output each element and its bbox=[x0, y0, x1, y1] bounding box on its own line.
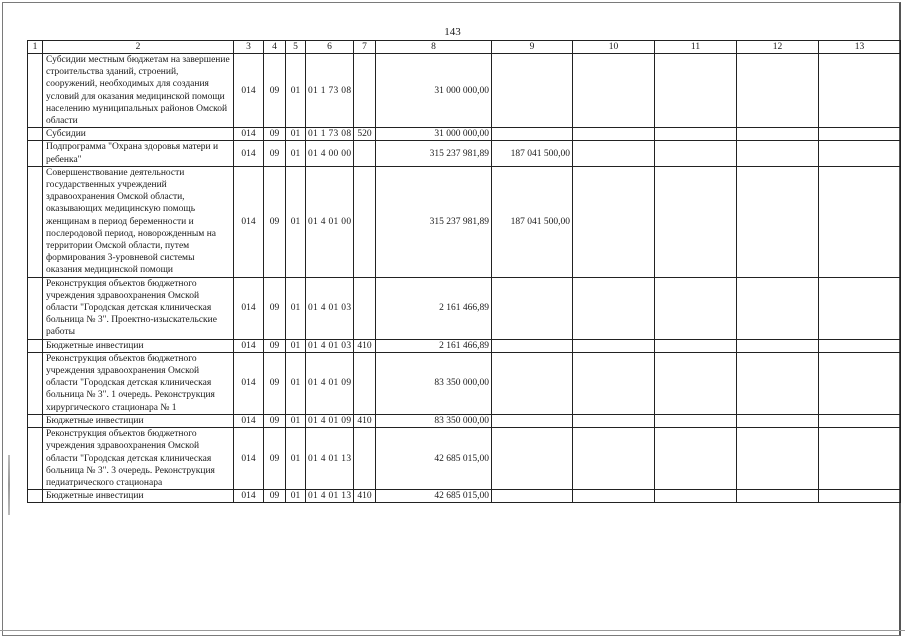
row-target-code: 01 4 01 03 bbox=[306, 277, 354, 339]
row-col-13 bbox=[819, 490, 901, 503]
table-row bbox=[28, 128, 901, 141]
column-number: 8 bbox=[376, 41, 492, 54]
row-target-code: 01 1 73 08 bbox=[306, 128, 354, 141]
row-section-code: 09 bbox=[264, 54, 286, 128]
row-target-code: 01 4 01 00 bbox=[306, 166, 354, 277]
row-col-10 bbox=[573, 490, 655, 503]
row-col-13 bbox=[819, 339, 901, 352]
row-col-11 bbox=[655, 352, 737, 414]
row-name: Совершенствование деятельности государственных учреждений здравоохранения Омской области, оказывающих медицинскую помощь женщинам в период беременности и послеродовой период, новорожденным на территории Омской области, путем формирования 3-уровневой системы оказания медицинской помощи bbox=[43, 166, 234, 277]
row-ministry-code: 014 bbox=[234, 277, 264, 339]
row-target-code: 01 4 00 00 bbox=[306, 141, 354, 166]
row-ministry-code: 014 bbox=[234, 141, 264, 166]
column-number: 5 bbox=[286, 41, 306, 54]
table-row bbox=[28, 166, 901, 277]
row-num-cell bbox=[28, 428, 43, 490]
row-expense-type-code bbox=[354, 277, 376, 339]
scan-bottom-edge bbox=[0, 630, 905, 631]
row-amount-2015: 2 161 466,89 bbox=[376, 277, 492, 339]
column-number: 2 bbox=[43, 41, 234, 54]
row-col-11 bbox=[655, 54, 737, 128]
row-section-code: 09 bbox=[264, 352, 286, 414]
row-target-code: 01 4 01 09 bbox=[306, 414, 354, 427]
row-subsection-code: 01 bbox=[286, 352, 306, 414]
row-num-cell bbox=[28, 414, 43, 427]
row-amount-2015: 83 350 000,00 bbox=[376, 352, 492, 414]
row-num-cell bbox=[28, 277, 43, 339]
row-col-10 bbox=[573, 428, 655, 490]
column-number: 9 bbox=[492, 41, 573, 54]
row-num-cell bbox=[28, 339, 43, 352]
row-col-10 bbox=[573, 352, 655, 414]
row-col-12 bbox=[737, 277, 819, 339]
row-amount-federal bbox=[492, 414, 573, 427]
table-row bbox=[28, 490, 901, 503]
row-subsection-code: 01 bbox=[286, 277, 306, 339]
column-number: 13 bbox=[819, 41, 901, 54]
column-number: 10 bbox=[573, 41, 655, 54]
column-number: 3 bbox=[234, 41, 264, 54]
row-num-cell bbox=[28, 490, 43, 503]
page-number: 143 bbox=[444, 26, 461, 38]
row-target-code: 01 4 01 03 bbox=[306, 339, 354, 352]
row-expense-type-code: 410 bbox=[354, 414, 376, 427]
row-col-12 bbox=[737, 352, 819, 414]
row-col-12 bbox=[737, 141, 819, 166]
row-expense-type-code: 410 bbox=[354, 339, 376, 352]
row-col-12 bbox=[737, 414, 819, 427]
table-row bbox=[28, 141, 901, 166]
row-target-code: 01 4 01 09 bbox=[306, 352, 354, 414]
row-col-11 bbox=[655, 166, 737, 277]
row-amount-federal: 187 041 500,00 bbox=[492, 141, 573, 166]
row-target-code: 01 4 01 13 bbox=[306, 428, 354, 490]
row-col-10 bbox=[573, 166, 655, 277]
row-expense-type-code: 520 bbox=[354, 128, 376, 141]
row-amount-federal bbox=[492, 339, 573, 352]
column-number: 6 bbox=[306, 41, 354, 54]
row-ministry-code: 014 bbox=[234, 166, 264, 277]
row-name: Бюджетные инвестиции bbox=[43, 414, 234, 427]
row-subsection-code: 01 bbox=[286, 339, 306, 352]
row-col-12 bbox=[737, 339, 819, 352]
row-col-12 bbox=[737, 54, 819, 128]
row-col-13 bbox=[819, 352, 901, 414]
row-col-10 bbox=[573, 277, 655, 339]
row-subsection-code: 01 bbox=[286, 166, 306, 277]
row-subsection-code: 01 bbox=[286, 141, 306, 166]
row-col-11 bbox=[655, 414, 737, 427]
column-number: 7 bbox=[354, 41, 376, 54]
column-number: 12 bbox=[737, 41, 819, 54]
row-amount-federal bbox=[492, 352, 573, 414]
row-expense-type-code: 410 bbox=[354, 490, 376, 503]
row-num-cell bbox=[28, 166, 43, 277]
row-num-cell bbox=[28, 352, 43, 414]
row-ministry-code: 014 bbox=[234, 54, 264, 128]
row-section-code: 09 bbox=[264, 128, 286, 141]
row-amount-2015: 42 685 015,00 bbox=[376, 428, 492, 490]
column-number: 4 bbox=[264, 41, 286, 54]
row-amount-federal: 187 041 500,00 bbox=[492, 166, 573, 277]
row-subsection-code: 01 bbox=[286, 128, 306, 141]
row-col-12 bbox=[737, 166, 819, 277]
row-num-cell bbox=[28, 141, 43, 166]
row-name: Субсидии bbox=[43, 128, 234, 141]
row-ministry-code: 014 bbox=[234, 128, 264, 141]
row-col-10 bbox=[573, 414, 655, 427]
row-name: Бюджетные инвестиции bbox=[43, 490, 234, 503]
row-col-12 bbox=[737, 428, 819, 490]
row-section-code: 09 bbox=[264, 166, 286, 277]
row-subsection-code: 01 bbox=[286, 428, 306, 490]
row-amount-federal bbox=[492, 490, 573, 503]
budget-table bbox=[27, 40, 901, 503]
row-subsection-code: 01 bbox=[286, 54, 306, 128]
row-col-13 bbox=[819, 166, 901, 277]
row-col-12 bbox=[737, 490, 819, 503]
row-section-code: 09 bbox=[264, 490, 286, 503]
row-col-10 bbox=[573, 128, 655, 141]
row-subsection-code: 01 bbox=[286, 414, 306, 427]
row-col-10 bbox=[573, 141, 655, 166]
row-section-code: 09 bbox=[264, 277, 286, 339]
row-num-cell bbox=[28, 54, 43, 128]
row-col-10 bbox=[573, 339, 655, 352]
row-col-13 bbox=[819, 414, 901, 427]
row-amount-2015: 83 350 000,00 bbox=[376, 414, 492, 427]
row-ministry-code: 014 bbox=[234, 490, 264, 503]
row-col-13 bbox=[819, 141, 901, 166]
row-amount-federal bbox=[492, 54, 573, 128]
row-ministry-code: 014 bbox=[234, 428, 264, 490]
row-col-11 bbox=[655, 339, 737, 352]
row-col-13 bbox=[819, 428, 901, 490]
row-target-code: 01 4 01 13 bbox=[306, 490, 354, 503]
row-amount-federal bbox=[492, 128, 573, 141]
row-amount-federal bbox=[492, 428, 573, 490]
table-row bbox=[28, 428, 901, 490]
row-subsection-code: 01 bbox=[286, 490, 306, 503]
row-amount-2015: 31 000 000,00 bbox=[376, 54, 492, 128]
row-amount-federal bbox=[492, 277, 573, 339]
row-col-11 bbox=[655, 141, 737, 166]
row-col-10 bbox=[573, 54, 655, 128]
row-col-13 bbox=[819, 54, 901, 128]
row-col-11 bbox=[655, 128, 737, 141]
row-section-code: 09 bbox=[264, 339, 286, 352]
row-ministry-code: 014 bbox=[234, 414, 264, 427]
row-section-code: 09 bbox=[264, 141, 286, 166]
table-row bbox=[28, 277, 901, 339]
row-col-11 bbox=[655, 277, 737, 339]
row-ministry-code: 014 bbox=[234, 339, 264, 352]
row-col-12 bbox=[737, 128, 819, 141]
column-number: 11 bbox=[655, 41, 737, 54]
table-row bbox=[28, 414, 901, 427]
row-expense-type-code bbox=[354, 54, 376, 128]
table-row bbox=[28, 54, 901, 128]
row-name: Реконструкция объектов бюджетного учреждения здравоохранения Омской области "Городская детская клиническая больница № 3". 1 очередь. Реконструкция хирургического стационара № 1 bbox=[43, 352, 234, 414]
row-expense-type-code bbox=[354, 352, 376, 414]
row-expense-type-code bbox=[354, 166, 376, 277]
table-row bbox=[28, 339, 901, 352]
row-num-cell bbox=[28, 128, 43, 141]
row-name: Субсидии местным бюджетам на завершение строительства зданий, строений, сооружений, необходимых для создания условий для оказания медицинской помощи населению муниципальных районов Омской области bbox=[43, 54, 234, 128]
row-amount-2015: 2 161 466,89 bbox=[376, 339, 492, 352]
row-target-code: 01 1 73 08 bbox=[306, 54, 354, 128]
scan-shadow bbox=[8, 455, 10, 515]
row-expense-type-code bbox=[354, 428, 376, 490]
row-section-code: 09 bbox=[264, 428, 286, 490]
row-name: Реконструкция объектов бюджетного учреждения здравоохранения Омской области "Городская детская клиническая больница № 3". 3 очередь. Реконструкция педиатрического стационара bbox=[43, 428, 234, 490]
row-name: Подпрограмма "Охрана здоровья матери и ребенка" bbox=[43, 141, 234, 166]
row-amount-2015: 315 237 981,89 bbox=[376, 141, 492, 166]
row-col-11 bbox=[655, 490, 737, 503]
row-section-code: 09 bbox=[264, 414, 286, 427]
table-row bbox=[28, 352, 901, 414]
row-name: Бюджетные инвестиции bbox=[43, 339, 234, 352]
row-col-11 bbox=[655, 428, 737, 490]
row-amount-2015: 31 000 000,00 bbox=[376, 128, 492, 141]
row-ministry-code: 014 bbox=[234, 352, 264, 414]
row-expense-type-code bbox=[354, 141, 376, 166]
row-col-13 bbox=[819, 128, 901, 141]
row-amount-2015: 315 237 981,89 bbox=[376, 166, 492, 277]
column-number-row bbox=[28, 41, 901, 54]
row-amount-2015: 42 685 015,00 bbox=[376, 490, 492, 503]
row-name: Реконструкция объектов бюджетного учреждения здравоохранения Омской области "Городская детская клиническая больница № 3". Проектно-изыскательские работы bbox=[43, 277, 234, 339]
row-col-13 bbox=[819, 277, 901, 339]
column-number: 1 bbox=[28, 41, 43, 54]
